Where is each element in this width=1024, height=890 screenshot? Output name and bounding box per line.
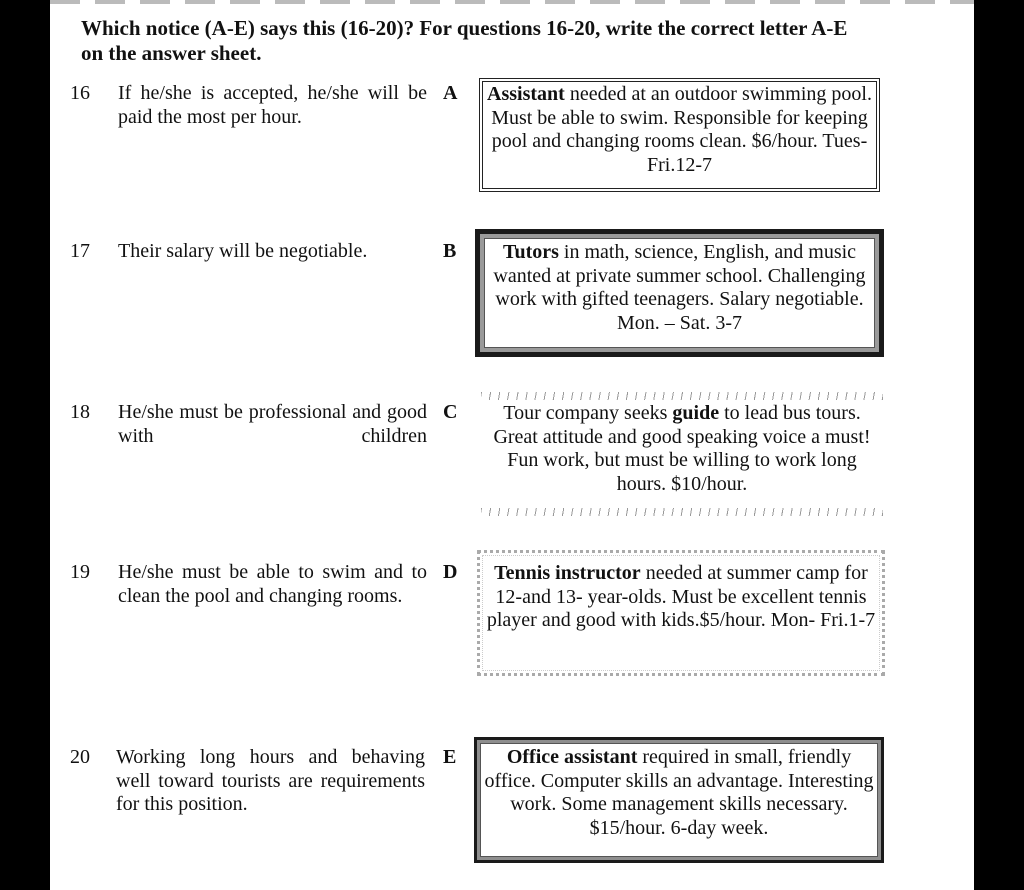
notice-a	[479, 78, 880, 192]
top-divider	[50, 0, 974, 4]
notice-letter: C	[443, 401, 458, 423]
instructions-line-2: on the answer sheet.	[81, 41, 262, 65]
notice-title: Tutors	[502, 241, 559, 263]
notice-body: needed at summer camp for 12-and 13- year-olds. Must be excellent tennis player and good with kids.$5/hour. Mon- Fri.1-7	[486, 562, 876, 631]
question-text-content: He/she must be professional and good with children	[118, 401, 427, 447]
notice-border-bottom	[481, 508, 883, 516]
notice-body: required in small, friendly office. Computer skills an advantage. Interesting work. Some management skills necessary. $15/hour. 6-day week.	[484, 746, 874, 839]
notice-letter: E	[443, 746, 457, 768]
document-page	[50, 0, 974, 890]
notice-letter: A	[443, 82, 458, 104]
instructions-line-1: Which notice (A-E) says this (16-20)? For questions 16-20, write the correct letter A-E	[81, 16, 848, 40]
notice-body: to lead bus tours. Great attitude and good speaking voice a must! Fun work, but must be willing to work long hours. $10/hour.	[493, 402, 871, 495]
question-text: He/she must be able to swim and to clean the pool and changing rooms.	[118, 561, 427, 607]
question-text: Their salary will be negotiable.	[118, 240, 368, 262]
question-text: If he/she is accepted, he/she will be paid the most per hour.	[118, 82, 427, 128]
question-number: 19	[70, 561, 90, 583]
notice-c	[481, 392, 883, 516]
question-number: 20	[70, 746, 90, 768]
instructions	[81, 16, 974, 66]
notice-letter: B	[443, 240, 457, 262]
notice-d	[477, 550, 885, 676]
notice-b	[475, 229, 884, 357]
notice-title: Office assistant	[506, 746, 638, 768]
question-text: Working long hours and behaving well toward tourists are requirements for this position.	[116, 746, 425, 815]
notice-title: guide	[672, 402, 720, 424]
question-number: 17	[70, 240, 90, 262]
question-number: 18	[70, 401, 90, 423]
notice-title: Tennis instructor	[494, 562, 641, 584]
notice-letter: D	[443, 561, 458, 583]
question-text	[118, 401, 427, 448]
notice-body-pre: Tour company seeks	[503, 402, 673, 424]
notice-body: in math, science, English, and music wanted at private summer school. Challenging work with gifted teenagers. Salary negotiable. Mon. – Sat. 3-7	[493, 241, 866, 334]
notice-body: needed at an outdoor swimming pool. Must be able to swim. Responsible for keeping pool and changing rooms clean. $6/hour. Tues- Fri.12-7	[491, 83, 872, 176]
question-number: 16	[70, 82, 90, 104]
notice-border-top	[481, 392, 883, 400]
notice-title: Assistant	[487, 83, 565, 105]
notice-e	[474, 737, 884, 863]
